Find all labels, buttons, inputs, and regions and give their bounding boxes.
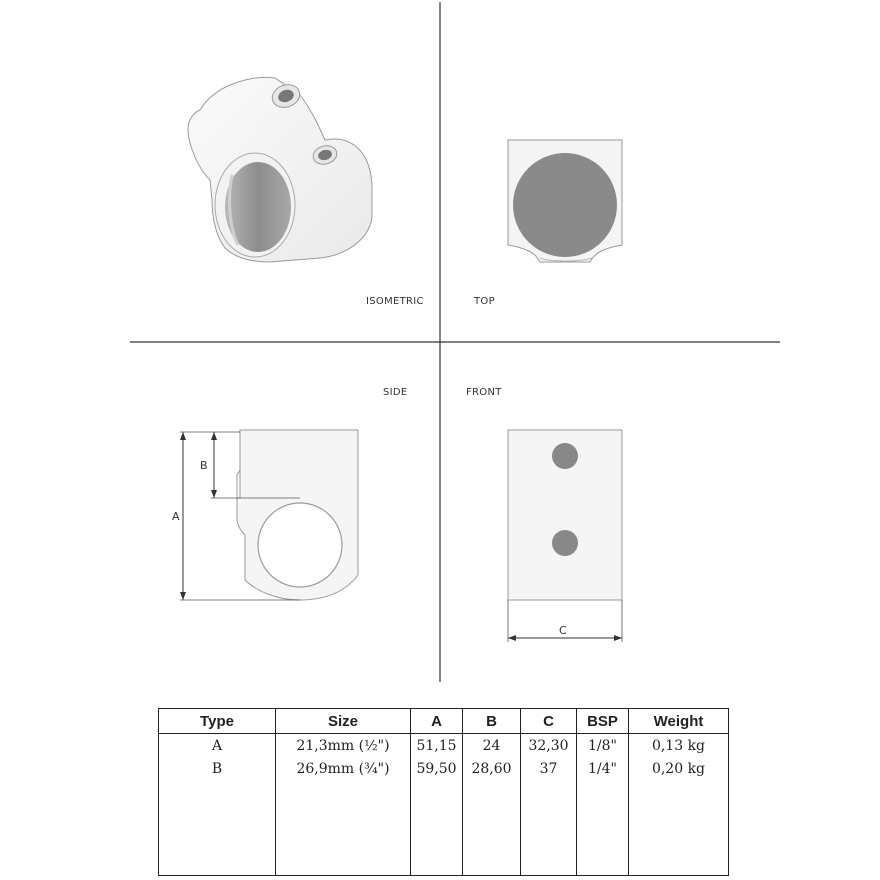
- cell-b: 24: [463, 734, 521, 758]
- dimension-a-label: A: [172, 510, 180, 523]
- cell-weight: 0,20 kg: [629, 757, 729, 780]
- isometric-view: [188, 77, 372, 262]
- header-bsp: BSP: [577, 709, 629, 734]
- side-view: [180, 430, 358, 600]
- front-hole-bottom: [552, 530, 578, 556]
- header-weight: Weight: [629, 709, 729, 734]
- front-label: FRONT: [466, 387, 502, 398]
- isometric-label: ISOMETRIC: [366, 296, 424, 307]
- table-row: [159, 757, 729, 780]
- cell-weight: 0,13 kg: [629, 734, 729, 758]
- header-c: C: [521, 709, 577, 734]
- front-view: [508, 430, 622, 642]
- cell-a: 59,50: [411, 757, 463, 780]
- header-b: B: [463, 709, 521, 734]
- top-label: TOP: [474, 296, 495, 307]
- cell-bsp: 1/4": [577, 757, 629, 780]
- cell-b: 28,60: [463, 757, 521, 780]
- header-a: A: [411, 709, 463, 734]
- side-bore: [258, 503, 342, 587]
- cell-c: 37: [521, 757, 577, 780]
- front-hole-top: [552, 443, 578, 469]
- specification-table: [158, 708, 729, 876]
- dimension-c-label: C: [559, 624, 567, 637]
- side-label: SIDE: [383, 387, 408, 398]
- top-bore: [513, 153, 617, 257]
- top-view: [508, 140, 622, 262]
- cell-type: B: [159, 757, 276, 780]
- cell-size: 26,9mm (¾"): [276, 757, 411, 780]
- table-filler-row: [159, 780, 729, 876]
- header-type: Type: [159, 709, 276, 734]
- cell-bsp: 1/8": [577, 734, 629, 758]
- cell-c: 32,30: [521, 734, 577, 758]
- header-size: Size: [276, 709, 411, 734]
- cell-type: A: [159, 734, 276, 758]
- dimension-b-label: B: [200, 459, 208, 472]
- table-header-row: [159, 709, 729, 734]
- cell-a: 51,15: [411, 734, 463, 758]
- cell-size: 21,3mm (½"): [276, 734, 411, 758]
- table-row: [159, 734, 729, 758]
